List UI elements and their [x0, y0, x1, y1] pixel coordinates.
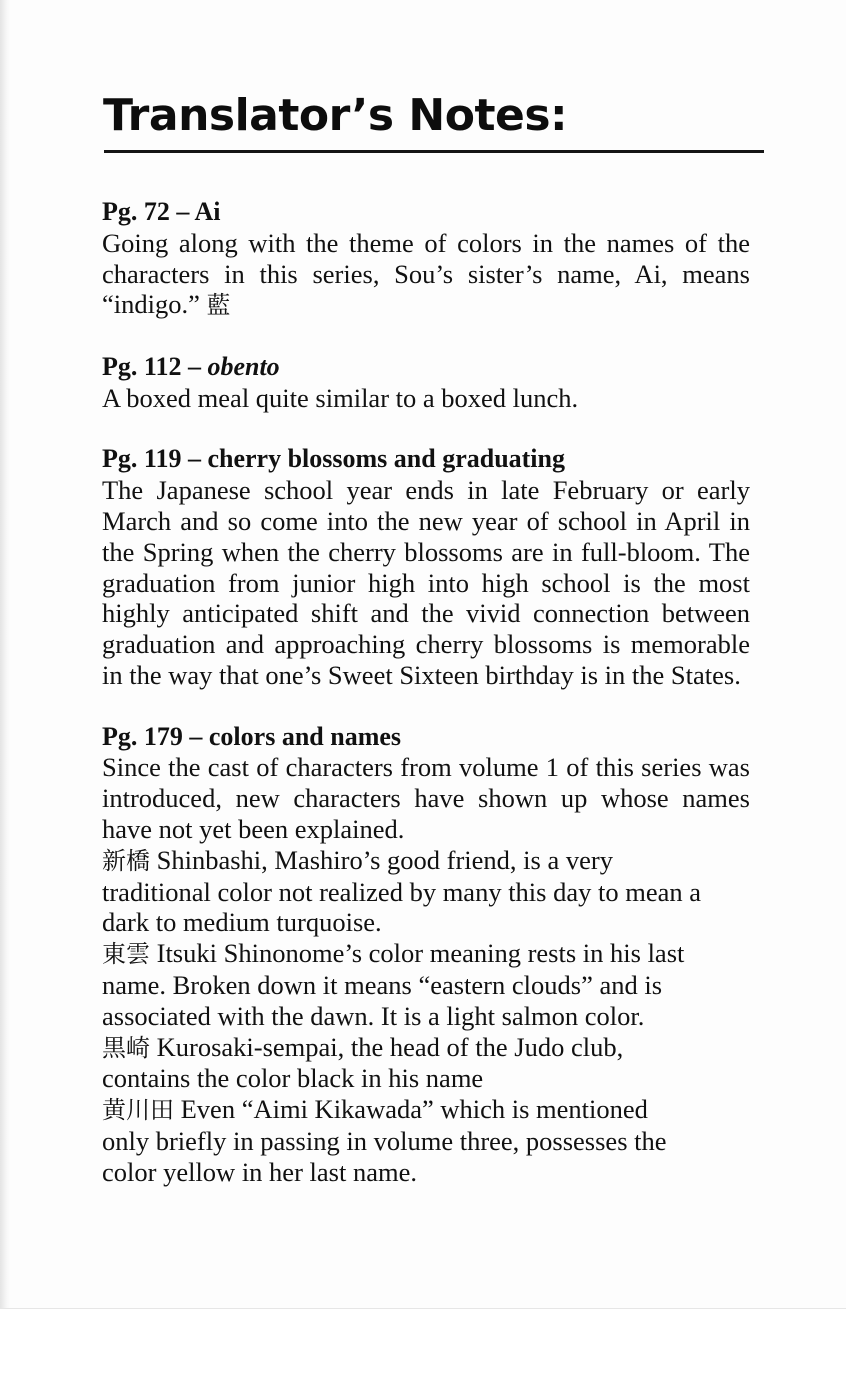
entry-kanji: 東雲 [102, 940, 150, 969]
note-page-ref: Pg. 119 – [102, 444, 208, 474]
note-page-ref: Pg. 112 – [102, 351, 208, 381]
name-entry-shinonome [102, 938, 750, 1031]
entry-text: Itsuki Shinonome’s color meaning rests in his last [150, 938, 685, 969]
entry-text: dark to medium turquoise. [102, 907, 382, 938]
note-heading [102, 444, 750, 475]
note-page-ref: Pg. 179 – [102, 721, 209, 751]
page-title: Translator’s Notes: [103, 90, 568, 141]
note-pg-112 [102, 352, 750, 414]
entry-text: color yellow in her last name. [102, 1156, 417, 1187]
note-pg-72 [102, 197, 750, 321]
entry-text: associated with the dawn. It is a light salmon color. [102, 1000, 645, 1031]
notes-list [102, 197, 750, 1218]
note-pg-179 [102, 722, 750, 1188]
note-body: The Japanese school year ends in late February or early March and so come into the new year of school in April in the Spring when the cherry blossoms are in full-bloom. The graduation from junior high into high school is the most highly anticipated shift and the vivid connection between graduation and approaching cherry blossoms is memorable in the way that one’s Sweet Sixteen birthday is in the States. [102, 475, 750, 690]
entry-text: contains the color black in his name [102, 1063, 484, 1094]
note-body: Since the cast of characters from volume 1 of this series was introduced, new characters have shown up whose names have not yet been explained. [102, 752, 750, 844]
note-term: cherry blossoms and graduating [207, 444, 565, 474]
note-pg-119 [102, 444, 750, 690]
note-term: obento [207, 351, 280, 381]
title-divider [104, 150, 764, 153]
note-text: Going along with the theme of colors in the names of the characters in this series, Sou’s sister’s name, Ai, means “indigo.” [102, 227, 750, 320]
note-body: A boxed meal quite similar to a boxed lunch. [102, 382, 579, 413]
entry-text: Kurosaki-sempai, the head of the Judo club, [150, 1031, 624, 1062]
note-heading [102, 197, 750, 228]
entry-text: traditional color not realized by many this day to mean a [102, 876, 702, 907]
note-heading [102, 352, 750, 383]
name-entry-kurosaki [102, 1032, 750, 1095]
entry-text: Even “Aimi Kikawada” which is mentioned [174, 1094, 648, 1125]
page-edge-shadow [0, 0, 10, 1308]
entry-kanji: 黄川田 [102, 1096, 174, 1125]
entry-text: name. Broken down it means “eastern clouds” and is [102, 969, 663, 1000]
name-entry-kikawada [102, 1094, 750, 1187]
entry-text: only briefly in passing in volume three, possesses the [102, 1125, 667, 1156]
entry-kanji: 黒崎 [102, 1033, 150, 1062]
note-body [102, 228, 750, 321]
note-heading [102, 722, 750, 753]
note-page-ref: Pg. 72 – [102, 197, 195, 226]
note-kanji: 藍 [206, 291, 231, 320]
entry-kanji: 新橋 [102, 846, 150, 875]
name-entry-shinbashi [102, 845, 750, 938]
note-term: Ai [194, 197, 221, 226]
note-term: colors and names [208, 721, 402, 751]
entry-text: Shinbashi, Mashiro’s good friend, is a very [150, 844, 613, 875]
